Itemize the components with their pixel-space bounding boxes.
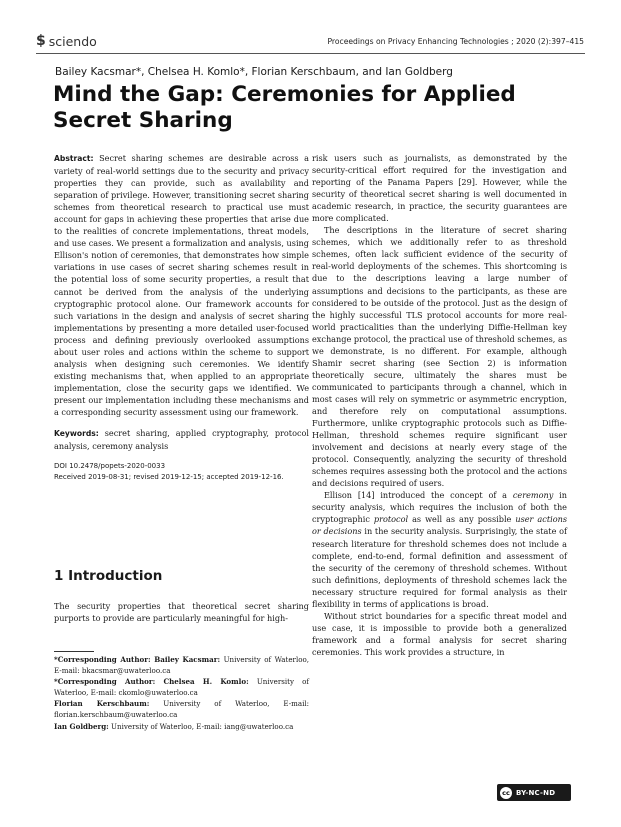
- footnote-label: Florian Kerschbaum:: [54, 699, 150, 709]
- introduction-text: The security properties that theoretical secret sharing purports to provide are particularly meaningful for high-: [54, 601, 309, 624]
- journal-citation: Proceedings on Privacy Enhancing Technologies ; 2020 (2):397–415: [327, 37, 584, 46]
- sciendo-logo-icon: $: [36, 33, 46, 49]
- left-column: [54, 152, 309, 483]
- footnote-text: University of Waterloo, E-mail: iang@uwaterloo.ca: [111, 721, 294, 731]
- author-list: Bailey Kacsmar*, Chelsea H. Komlo*, Florian Kerschbaum, and Ian Goldberg: [55, 66, 453, 78]
- keywords: [54, 427, 309, 452]
- footnote: [54, 655, 309, 676]
- footnote: [54, 677, 309, 698]
- paragraph: The descriptions in the literature of secret sharing schemes, which we additionally refer to as threshold schemes, often lack sufficient evidence of the security of real-world deployments of the schemes. This shortcoming is due to the descriptions leaving a large number of assumptions and decisions to the participants, as these are considered to be outside of the protocol. Just as the design of the highly successful TLS protocol accounts for more real-world practicalities than the underlying Diffie-Hellman key exchange protocol, the practical use of threshold schemes, as we demonstrate, is no different. For example, although Shamir secret sharing (see Section 2) is information theoretically secure, ultimately the shares must be communicated to participants through a channel, which in most cases will rely on symmetric or asymmetric encryption, and therefore rely on computational assumptions. Furthermore, unlike cryptographic protocols such as Diffie-Hellman, threshold schemes require significant user involvement and decisions at nearly every stage of the protocol. Consequently, analyzing the security of threshold schemes requires assessing both the protocol and the actions and decisions required of users.: [312, 225, 567, 489]
- paragraph: [312, 489, 567, 609]
- cc-icon: cc: [500, 787, 512, 799]
- received-dates: Received 2019-08-31; revised 2019-12-15; accepted 2019-12-16.: [54, 473, 284, 482]
- doi[interactable]: DOI 10.2478/popets-2020-0033: [54, 462, 166, 471]
- paragraph: risk users such as journalists, as demonstrated by the security-critical effort required for the investigation and reporting of the Panama Papers [29]. However, while the security of theoretical secret sharing is well documented in academic research, in practice, the security guarantees are more complicated.: [312, 153, 567, 224]
- footnote: [54, 722, 309, 733]
- paper-title: Mind the Gap: Ceremonies for Applied Secret Sharing: [53, 82, 516, 133]
- footnote-rule: [54, 651, 94, 652]
- abstract: [54, 152, 309, 418]
- publisher-logo: [36, 33, 97, 49]
- footnote-label: *Corresponding Author: Chelsea H. Komlo:: [54, 677, 249, 687]
- footnote-text: University of Waterloo, E-mail: florian.kerschbaum@uwaterloo.ca: [54, 699, 309, 719]
- keywords-label: Keywords:: [54, 429, 99, 439]
- emphasis: protocol: [373, 514, 409, 525]
- text-run: as well as any possible: [408, 514, 516, 525]
- footnotes: [54, 655, 309, 733]
- paragraph: Without strict boundaries for a specific threat model and use case, it is impossible to provide both a generalized framework and a formal analysis for secret sharing ceremonies. This work provides a structure, in: [312, 610, 567, 657]
- header-rule: [36, 53, 585, 54]
- right-column: [312, 152, 567, 658]
- abstract-label: Abstract:: [54, 154, 94, 163]
- license-text: BY-NC-ND: [516, 788, 556, 797]
- emphasis: user actions or decisions: [312, 514, 567, 537]
- emphasis: ceremony: [512, 490, 554, 501]
- section-heading-introduction: 1 Introduction: [54, 568, 163, 584]
- footnote-label: *Corresponding Author: Bailey Kacsmar:: [54, 655, 221, 664]
- footnote-text: University of Waterloo, E-mail: bkacsmar@uwaterloo.ca: [54, 655, 310, 675]
- abstract-text: Secret sharing schemes are desirable across a variety of real-world settings due to the security and privacy properties they can provide, such as availability and separation of privilege. However, transitioning secret sharing schemes from theoretical research to practical use must account for gaps in achieving these properties that arise due to the realities of concrete implementations, threat models, and use cases. We present a formalization and analysis, using Ellison's notion of ceremonies, that demonstrates how simple variations in use cases of secret sharing schemes result in the potential loss of some security properties, a result that cannot be derived from the analysis of the underlying cryptographic protocol alone. Our framework accounts for such variations in the design and analysis of secret sharing implementations by presenting a more detailed user-focused process and defining previously overlooked assumptions about user roles and actions within the scheme to support analysis when designing such ceremonies. We identify existing mechanisms that, when applied to an appropriate implementation, close the security gaps we identified. We present our implementation including these mechanisms and a corresponding security assessment using our framework.: [54, 153, 309, 417]
- license-badge[interactable]: [497, 784, 571, 801]
- footnote-label: Ian Goldberg:: [54, 721, 109, 731]
- keywords-text: secret sharing, applied cryptography, protocol analysis, ceremony analysis: [54, 428, 309, 452]
- publisher-name: sciendo: [48, 33, 97, 49]
- text-run: in the security analysis. Surprisingly, the state of research literature for threshold schemes does not include a complete, end-to-end, formal definition and assessment of the security of the ceremony of threshold schemes. Without such definitions, deployments of threshold schemes lack the necessary structure required for formal analysis as their flexibility in terms of applications is broad.: [312, 526, 567, 609]
- text-run: in security analysis, which requires the inclusion of both the cryptographic: [312, 490, 567, 525]
- footnote: [54, 699, 309, 720]
- footnote-text: University of Waterloo, E-mail: ckomlo@uwaterloo.ca: [54, 677, 309, 697]
- text-run: Ellison [14] introduced the concept of a: [324, 490, 513, 501]
